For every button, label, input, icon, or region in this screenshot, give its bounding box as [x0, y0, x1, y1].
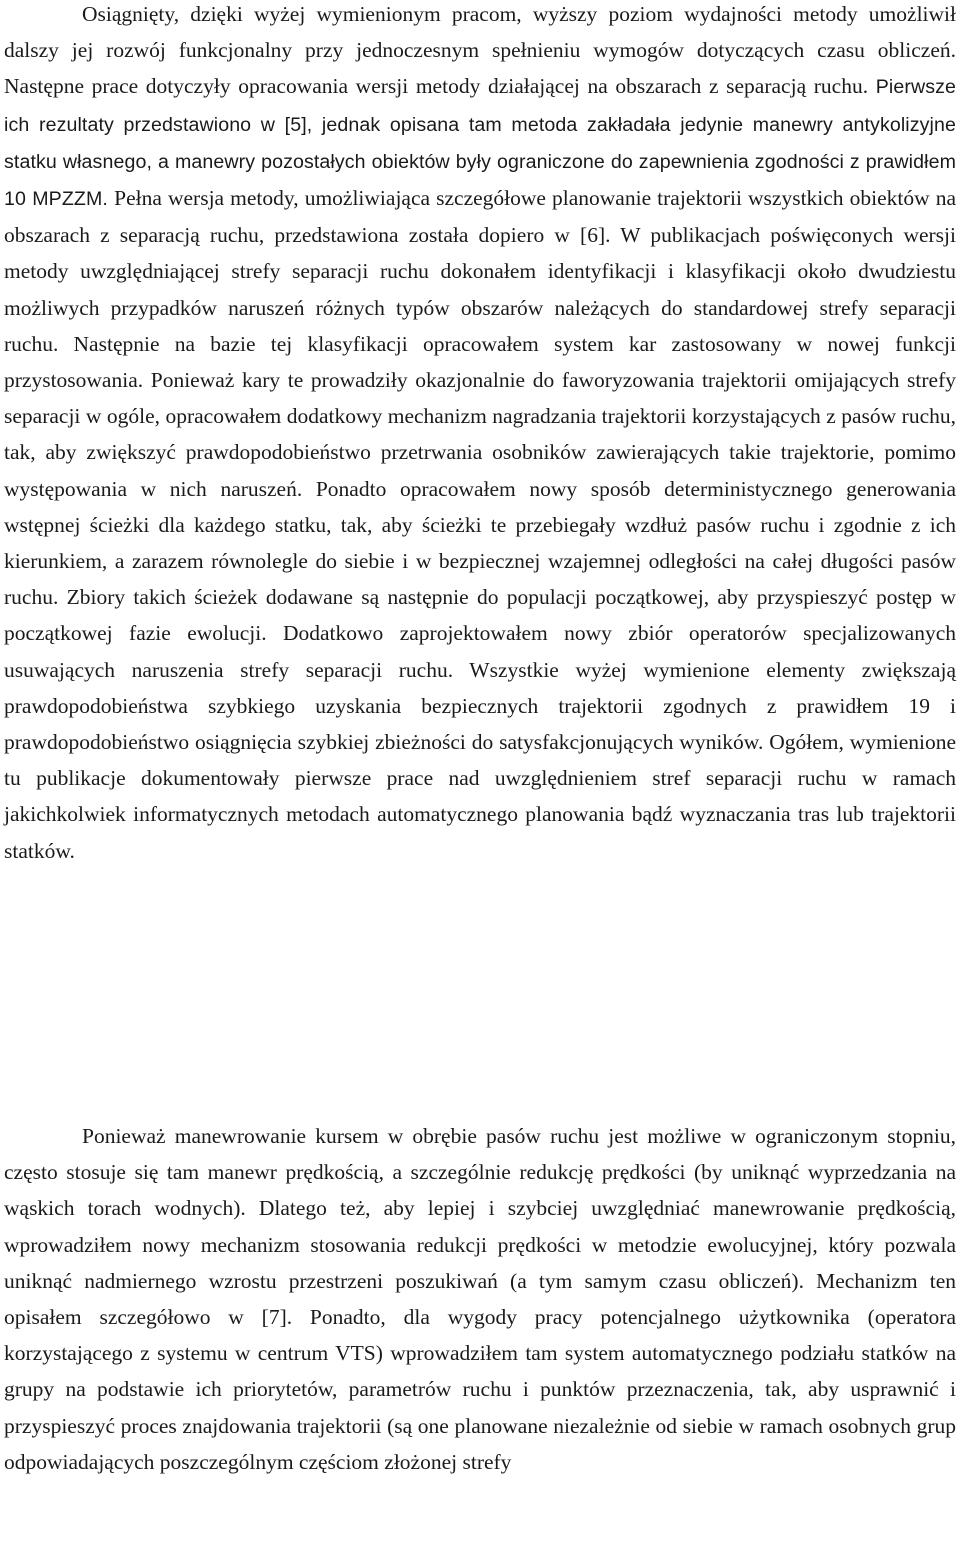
paragraph-1 — [4, 0, 956, 869]
paragraph-1-segment-3: Pełna wersja metody, umożliwiająca szczegółowe planowanie trajektorii wszystkich obiektów na obszarach z separacją ruchu, przedstawiona została dopiero w [6]. W publikacjach poświęconych wersji metody uwzględniającej strefy separacji ruchu dokonałem identyfikacji i klasyfikacji około dwudziestu możliwych przypadków naruszeń różnych typów obszarów należących do standardowej strefy separacji ruchu. Następnie na bazie tej klasyfikacji opracowałem system kar zastosowany w nowej funkcji przystosowania. Ponieważ kary te prowadziły okazjonalnie do faworyzowania trajektorii omijających strefy separacji w ogóle, opracowałem dodatkowy mechanizm nagradzania trajektorii korzystających z pasów ruchu, tak, aby zwiększyć prawdopodobieństwo przetrwania osobników zawierających takie trajektorie, pomimo występowania w nich naruszeń. Ponadto opracowałem nowy sposób deterministycznego generowania wstępnej ścieżki dla każdego statku, tak, aby ścieżki te przebiegały wzdłuż pasów ruchu i zgodnie z ich kierunkiem, a zarazem równolegle do siebie i w bezpiecznej wzajemnej odległości na całej długości pasów ruchu. Zbiory takich ścieżek dodawane są następnie do populacji początkowej, aby przyspieszyć postęp w początkowej fazie ewolucji. Dodatkowo zaprojektowałem nowy zbiór operatorów specjalizowanych usuwających naruszenia strefy separacji ruchu. Wszystkie wyżej wymienione elementy zwiększają prawdopodobieństwa szybkiego uzyskania bezpiecznych trajektorii zgodnych z prawidłem 19 i prawdopodobieństwo osiągnięcia szybkiej zbieżności do satysfakcjonujących wyników. Ogółem, wymienione tu publikacje dokumentowały pierwsze prace nad uwzględnieniem stref separacji ruchu w ramach jakichkolwiek informatycznych metodach automatycznego planowania bądź wyznaczania tras lub trajektorii statków. — [4, 186, 956, 863]
paragraph-2-segment-1: Ponieważ manewrowanie kursem w obrębie pasów ruchu jest możliwe w ograniczonym stopniu, często stosuje się tam manewr prędkością, a szczególnie redukcję prędkości (by uniknąć wyprzedzania na wąskich torach wodnych). Dlatego też, aby lepiej i szybciej uwzględniać manewrowanie prędkością, wprowadziłem nowy mechanizm stosowania redukcji prędkości w metodzie ewolucyjnej, który pozwala uniknąć nadmiernego wzrostu przestrzeni poszukiwań (a tym samym czasu obliczeń). Mechanizm ten opisałem szczegółowo w [7]. Ponadto, dla wygody pracy potencjalnego użytkownika (operatora korzystającego z systemu w centrum VTS) wprowadziłem tam system automatycznego podziału statków na grupy na podstawie ich priorytetów, parametrów ruchu i punktów przeznaczenia, tak, aby usprawnić i przyspieszyć proces znajdowania trajektorii (są one planowane niezależnie od siebie w ramach osobnych grup odpowiadających poszczególnym częściom złożonej strefy — [4, 1124, 956, 1474]
paragraph-1-segment-1: Osiągnięty, dzięki wyżej wymienionym pracom, wyższy poziom wydajności metody umożliwił dalszy jej rozwój funkcjonalny przy jednoczesnym spełnieniu wymogów dotyczących czasu obliczeń. Następne prace dotyczyły opracowania wersji metody działającej na obszarach z separacją ruchu. — [4, 2, 956, 99]
paragraph-2 — [4, 1118, 956, 1480]
paragraph-1-segment-2: Pierwsze ich rezultaty przedstawiono w [5], jednak opisana tam metoda zakładała jedynie manewry antykolizyjne statku własnego, a manewry pozostałych obiektów były ograniczone do zapewnienia zgodności z prawidłem 10 MPZZM. — [4, 76, 956, 211]
